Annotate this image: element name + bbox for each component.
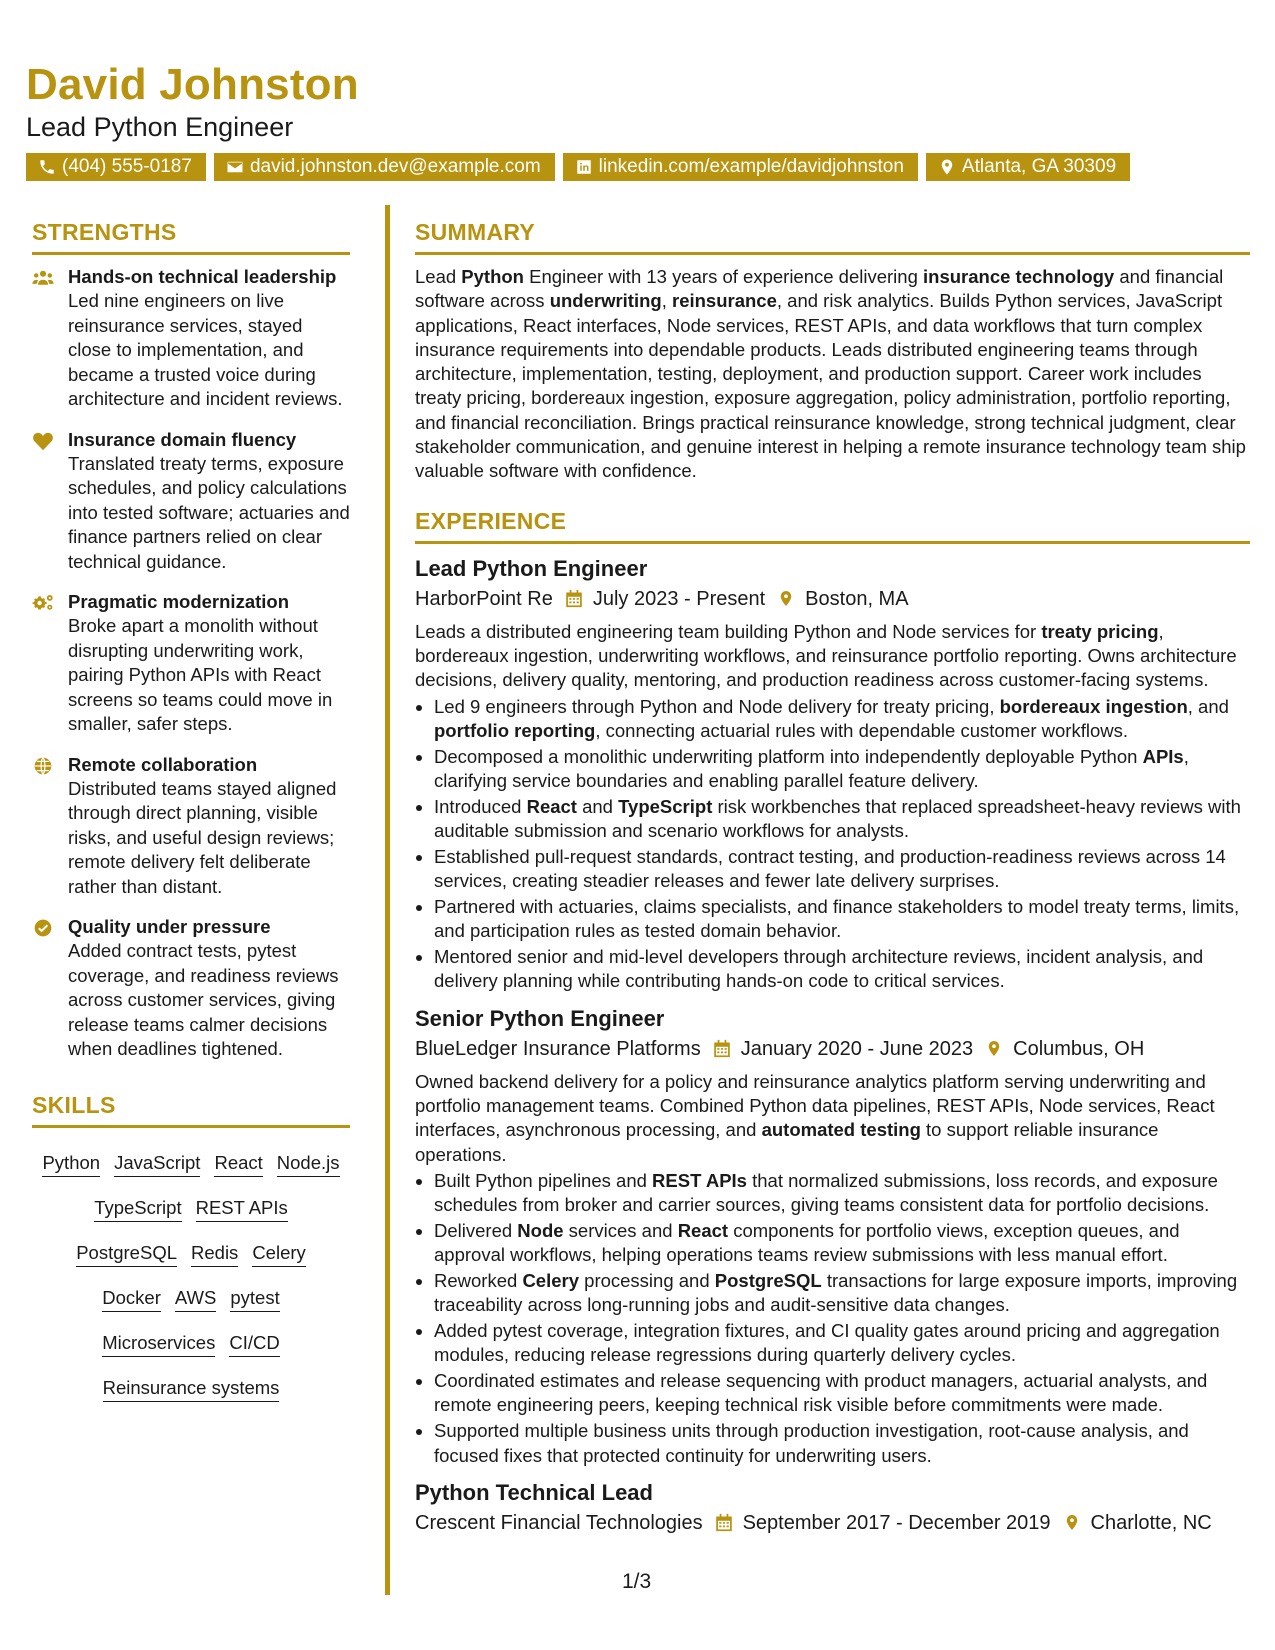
job-bullet: • Partnered with actuaries, claims specialists, and finance stakeholders to model treaty terms, limits, and participation rules as tested domain behavior.	[434, 895, 1250, 944]
skills-list	[32, 1138, 350, 1412]
summary-text: Lead Python Engineer with 13 years of experience delivering insurance technology and financial software across underwriting, reinsurance, and risk analytics. Builds Python services, JavaScript applications, React interfaces, Node services, REST APIs, and data workflows that turn complex insurance requirements into dependable products. Leads distributed engineering teams through architecture, implementation, testing, deployment, and production support. Career work includes treaty pricing, bordereaux ingestion, exposure aggregation, policy administration, portfolio reporting, and financial reconciliation. Brings practical reinsurance knowledge, strong technical judgment, clear stakeholder communication, and genuine interest in helping a remote insurance technology team ship valuable software with confidence.	[415, 266, 1246, 482]
skill-tag: REST APIs	[196, 1195, 288, 1222]
contact-location	[926, 153, 1130, 181]
job-bullet: • Supported multiple business units through production investigation, root-cause analysis, and focused fixes that protected continuity for underwriting users.	[434, 1419, 1250, 1468]
strength-title: Remote collaboration	[68, 753, 258, 775]
strength-desc: Distributed teams stayed aligned through direct planning, visible risks, and useful design reviews; remote delivery felt deliberate rather than distant.	[68, 777, 337, 897]
job-meta	[415, 584, 1250, 614]
job-company: HarborPoint Re	[415, 587, 553, 610]
job-title: Python Technical Lead	[415, 1479, 653, 1505]
job-title: Senior Python Engineer	[415, 1005, 665, 1031]
skills-row	[32, 1367, 350, 1412]
job-entry	[415, 1478, 1250, 1538]
job-meta	[415, 1034, 1250, 1064]
job-title: Lead Python Engineer	[415, 555, 648, 581]
job-bullet: • Introduced React and TypeScript risk workbenches that replaced spreadsheet-heavy reviews with auditable submission and scenario workflows for analysts.	[434, 795, 1250, 844]
skill-tag: JavaScript	[114, 1150, 200, 1177]
strength-title: Hands-on technical leadership	[68, 266, 337, 287]
phone-text: (404) 555-0187	[62, 156, 192, 177]
skills-heading: SKILLS	[32, 1078, 350, 1128]
skills-row	[32, 1187, 350, 1232]
strength-item	[32, 428, 350, 575]
skill-tag: Reinsurance systems	[103, 1375, 280, 1402]
page-number: 1/3	[622, 1570, 652, 1593]
job-company: Crescent Financial Technologies	[415, 1511, 703, 1534]
job-entry	[415, 1004, 1250, 1468]
job-meta	[415, 1508, 1250, 1538]
experience-list	[415, 554, 1250, 1538]
skill-tag: TypeScript	[94, 1195, 181, 1222]
job-company: BlueLedger Insurance Platforms	[415, 1037, 701, 1060]
strength-item	[32, 265, 350, 412]
job-dates: September 2017 - December 2019	[742, 1511, 1051, 1534]
map-pin-icon	[985, 1039, 1003, 1058]
calendar-icon	[715, 1513, 733, 1532]
strength-title: Pragmatic modernization	[68, 591, 290, 612]
contact-email	[214, 153, 555, 181]
job-bullet: • Delivered Node services and React components for portfolio views, exception queues, and approval workflows, helping operations teams review submissions with less manual effort.	[434, 1219, 1250, 1268]
check-circle-icon	[32, 918, 54, 938]
job-dates: January 2020 - June 2023	[740, 1037, 974, 1060]
calendar-icon	[713, 1039, 731, 1058]
phone-icon	[38, 158, 56, 176]
candidate-name: David Johnston	[26, 60, 359, 109]
job-description: Leads a distributed engineering team building Python and Node services for treaty pricing, bordereaux ingestion, underwriting workflows, and reinsurance portfolio reporting. Owns architecture decisions, delivery quality, mentoring, and production readiness across customer-facing systems.	[415, 620, 1237, 691]
users-icon	[32, 268, 54, 288]
strength-desc: Broke apart a monolith without disrupting underwriting work, pairing Python APIs with React screens so teams could move in smaller, safer steps.	[68, 615, 333, 734]
candidate-role: Lead Python Engineer	[26, 112, 294, 142]
job-bullet: • Mentored senior and mid-level developers through architecture reviews, incident analysis, and delivery planning while contributing hands-on code to critical services.	[434, 945, 1250, 994]
left-column	[32, 205, 350, 1412]
calendar-icon	[565, 589, 583, 608]
strength-item	[32, 590, 350, 737]
gears-icon	[32, 593, 54, 613]
strength-desc: Led nine engineers on live reinsurance services, stayed close to implementation, and became a trusted voice during architecture and incident reviews.	[68, 290, 343, 409]
skill-tag: Docker	[102, 1285, 161, 1312]
envelope-icon	[226, 158, 244, 176]
experience-heading: EXPERIENCE	[415, 494, 1250, 544]
job-bullet: • Led 9 engineers through Python and Node delivery for treaty pricing, bordereaux ingestion, and portfolio reporting, connecting actuarial rules with dependable customer workflows.	[434, 695, 1250, 744]
skills-row	[32, 1232, 350, 1277]
heart-icon	[32, 431, 54, 451]
map-pin-icon	[777, 589, 795, 608]
contact-linkedin	[563, 153, 918, 181]
strength-item	[32, 915, 350, 1062]
right-column	[415, 205, 1250, 1544]
job-dates: July 2023 - Present	[592, 587, 766, 610]
job-entry	[415, 554, 1250, 994]
map-pin-icon	[938, 158, 956, 176]
job-bullet: • Built Python pipelines and REST APIs that normalized submissions, loss records, and exposure schedules from broker and carrier sources, giving teams consistent data for portfolio decisions.	[434, 1169, 1250, 1218]
contact-phone	[26, 153, 206, 181]
skill-tag: pytest	[230, 1285, 279, 1312]
email-text: david.johnston.dev@example.com	[249, 156, 541, 177]
skill-tag: React	[214, 1150, 262, 1177]
skill-tag: PostgreSQL	[76, 1240, 177, 1267]
skill-tag: Python	[42, 1150, 100, 1177]
strength-item	[32, 753, 350, 900]
strength-desc: Translated treaty terms, exposure schedules, and policy calculations into tested software; actuaries and finance partners relied on clear technical guidance.	[68, 452, 350, 572]
skill-tag: CI/CD	[229, 1330, 279, 1357]
skill-tag: AWS	[175, 1285, 216, 1312]
job-description: Owned backend delivery for a policy and reinsurance analytics platform serving underwriting and portfolio management teams. Combined Python data pipelines, REST APIs, Node services, React interfaces, asynchronous processing, and automated testing to support reliable insurance operations.	[415, 1070, 1215, 1165]
location-text: Atlanta, GA 30309	[961, 156, 1117, 177]
strengths-heading: STRENGTHS	[32, 205, 350, 255]
map-pin-icon	[1063, 1513, 1081, 1532]
summary-heading: SUMMARY	[415, 205, 1250, 255]
job-bullet: • Added pytest coverage, integration fixtures, and CI quality gates around pricing and aggregation modules, reducing release regressions during quarterly delivery cycles.	[434, 1319, 1250, 1368]
job-location: Boston, MA	[805, 587, 909, 610]
job-bullet: • Decomposed a monolithic underwriting platform into independently deployable Python APIs, clarifying service boundaries and enabling parallel feature delivery.	[434, 745, 1250, 794]
skill-tag: Node.js	[277, 1150, 340, 1177]
job-bullet: • Established pull-request standards, contract testing, and production-readiness reviews across 14 services, creating steadier releases and fewer late delivery surprises.	[434, 845, 1250, 894]
strength-desc: Added contract tests, pytest coverage, and readiness reviews across customer services, giving release teams calmer decisions when deadlines tightened.	[68, 940, 339, 1059]
strength-title: Insurance domain fluency	[68, 428, 297, 450]
skill-tag: Microservices	[102, 1330, 215, 1357]
column-divider	[385, 205, 390, 1595]
skill-tag: Redis	[191, 1240, 238, 1267]
linkedin-icon	[575, 158, 593, 176]
globe-icon	[32, 756, 54, 776]
strength-title: Quality under pressure	[68, 916, 271, 937]
job-location: Charlotte, NC	[1090, 1511, 1212, 1534]
skills-row	[32, 1277, 350, 1322]
contact-bar	[26, 153, 1130, 181]
job-bullet: • Coordinated estimates and release sequencing with product managers, actuarial analysts, and remote engineering peers, keeping technical risk visible before commitments were made.	[434, 1369, 1250, 1418]
job-location: Columbus, OH	[1013, 1037, 1145, 1060]
linkedin-text: linkedin.com/example/davidjohnston	[598, 156, 904, 177]
skill-tag: Celery	[252, 1240, 305, 1267]
job-bullets	[415, 1169, 1250, 1468]
skills-row	[32, 1322, 350, 1367]
job-bullet: • Reworked Celery processing and PostgreSQL transactions for large exposure imports, improving traceability across long-running jobs and audit-sensitive data changes.	[434, 1269, 1250, 1318]
skills-row	[32, 1142, 350, 1187]
job-bullets	[415, 695, 1250, 994]
